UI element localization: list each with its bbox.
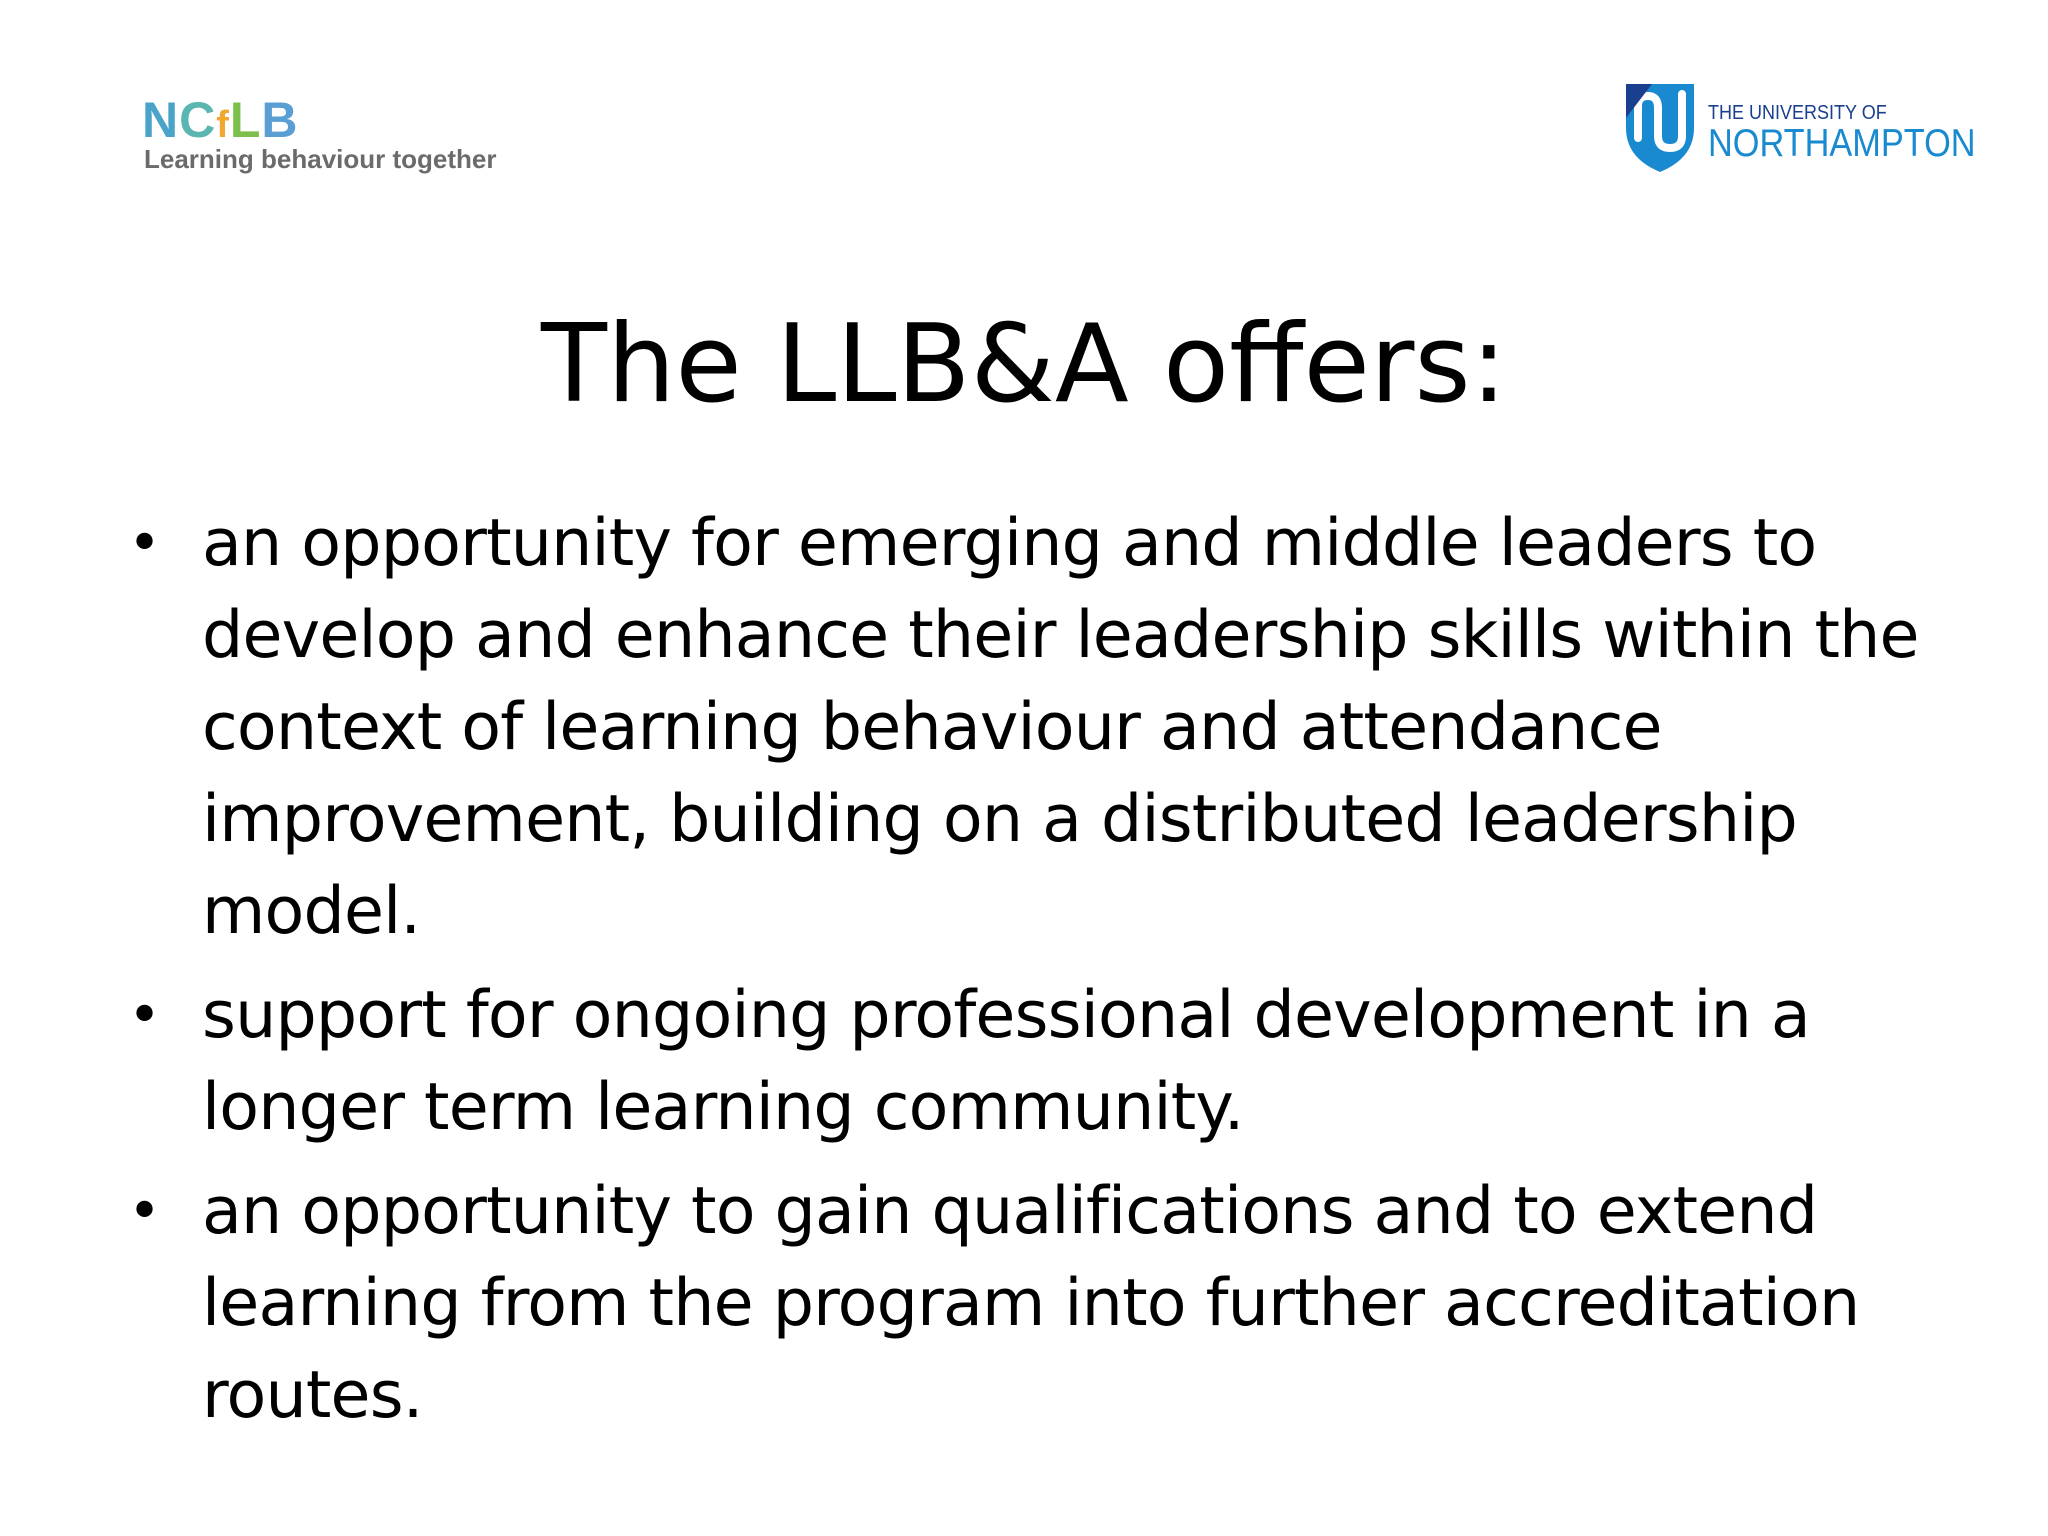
bullet-marker: • <box>128 1179 162 1244</box>
ncflb-letter: N <box>142 92 180 148</box>
bullet-item <box>120 970 1930 1154</box>
slide-title: The LLB&A offers: <box>540 302 1508 427</box>
bullet-text: support for ongoing professional development in a longer term learning community. <box>202 978 1810 1145</box>
uon-line2: NORTHAMPTON <box>1708 122 1976 165</box>
bullet-item <box>120 498 1930 958</box>
bullet-text: an opportunity for emerging and middle leaders to develop and enhance their leadership skills within the context of learning behaviour and attendance improvement, building on a distributed leadership model. <box>202 506 1919 949</box>
bullet-item <box>120 1166 1930 1442</box>
bullet-marker: • <box>128 983 162 1048</box>
ncflb-logo <box>142 92 522 182</box>
ncflb-tagline: Learning behaviour together <box>144 144 497 174</box>
bullet-text: an opportunity to gain qualifications and to extend learning from the program into further accreditation routes. <box>202 1174 1860 1433</box>
shield-icon <box>1622 78 1698 174</box>
bullet-marker: • <box>128 511 162 576</box>
university-of-northampton-logo <box>1622 78 1976 178</box>
ncflb-letter: B <box>261 92 299 148</box>
ncflb-letter: L <box>229 92 262 148</box>
ncflb-letter: C <box>179 92 217 148</box>
ncflb-letter: f <box>216 104 230 146</box>
uon-line1: THE UNIVERSITY OF <box>1708 102 1887 124</box>
bullet-list <box>120 498 1930 1454</box>
